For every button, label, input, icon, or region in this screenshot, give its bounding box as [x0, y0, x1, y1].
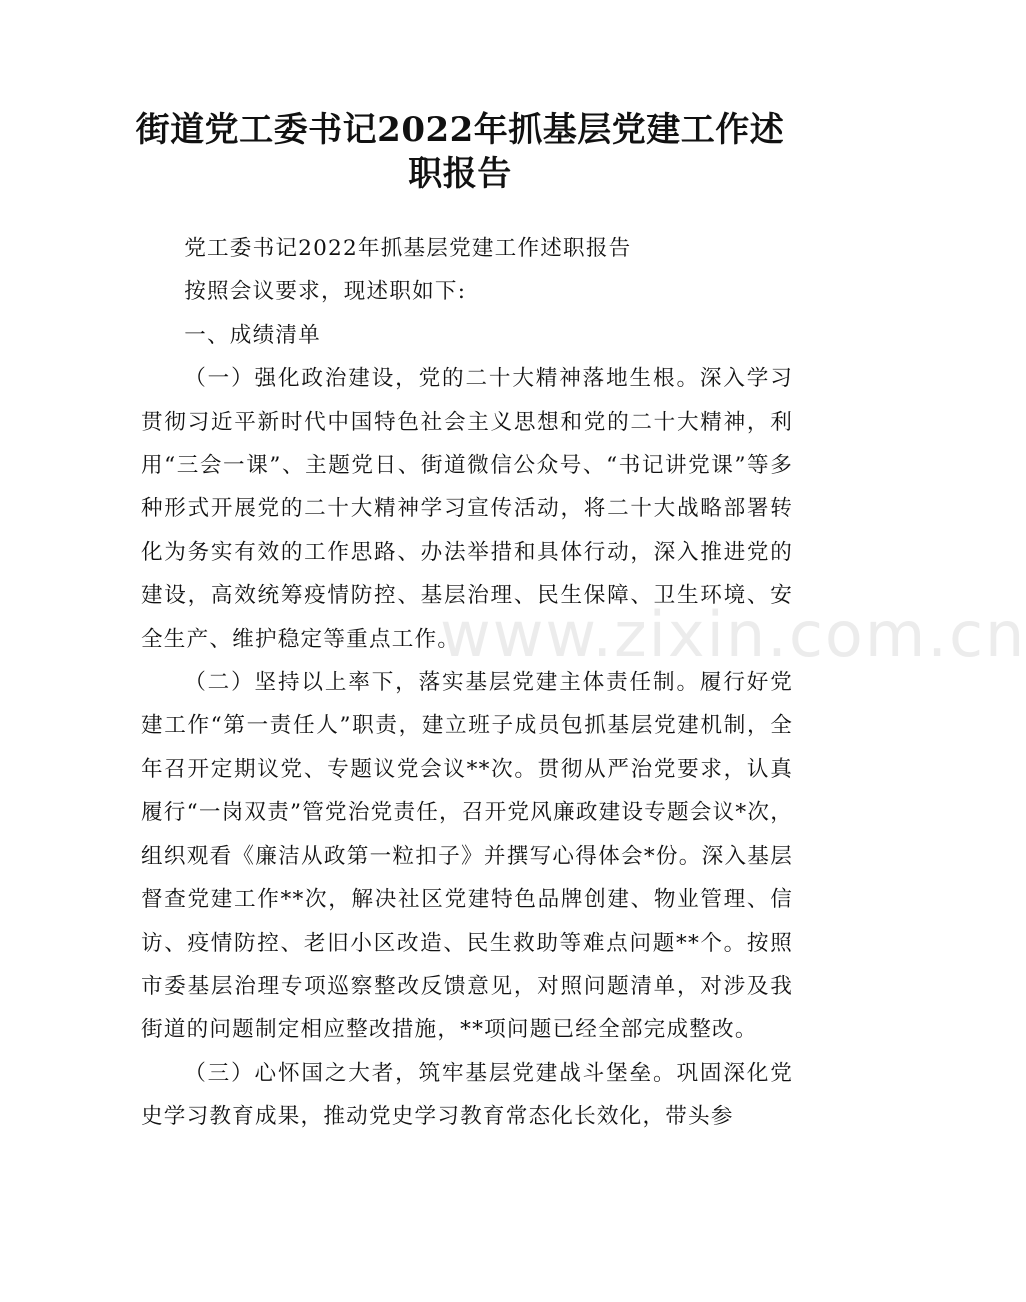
document-body	[141, 227, 793, 1139]
paragraph-item-1: （一）强化政治建设，党的二十大精神落地生根。深入学习贯彻习近平新时代中国特色社会主义思想和党的二十大精神，利用“三会一课”、主题党日、街道微信公众号、“书记讲党课”等多种形式开展党的二十大精神学习宣传活动，将二十大战略部署转化为务实有效的工作思路、办法举措和具体行动，深入推进党的建设，高效统筹疫情防控、基层治理、民生保障、卫生环境、安全生产、维护稳定等重点工作。	[141, 366, 793, 652]
watermark: www.zixin.com.cn	[440, 598, 1026, 671]
paragraph-item-3: （三）心怀国之大者，筑牢基层党建战斗堡垒。巩固深化党史学习教育成果，推动党史学习教育常态化长效化，带头参	[141, 1060, 793, 1130]
document-title: 街道党工委书记2022年抓基层党建工作述职报告	[135, 110, 785, 194]
paragraph-intro: 按照会议要求，现述职如下:	[184, 279, 467, 305]
paragraph-item-2: （二）坚持以上率下，落实基层党建主体责任制。履行好党建工作“第一责任人”职责，建立班子成员包抓基层党建机制，全年召开定期议党、专题议党会议**次。贯彻从严治党要求，认真履行“一岗双责”管党治党责任，召开党风廉政建设专题会议*次，组织观看《廉洁从政第一粒扣子》并撰写心得体会*份。深入基层督查党建工作**次，解决社区党建特色品牌创建、物业管理、信访、疫情防控、老旧小区改造、民生救助等难点问题**个。按照市委基层治理专项巡察整改反馈意见，对照问题清单，对涉及我街道的问题制定相应整改措施，**项问题已经全部完成整改。	[141, 670, 793, 1043]
section-heading: 一、成绩清单	[184, 322, 321, 348]
paragraph-subtitle: 党工委书记2022年抓基层党建工作述职报告	[184, 236, 632, 261]
